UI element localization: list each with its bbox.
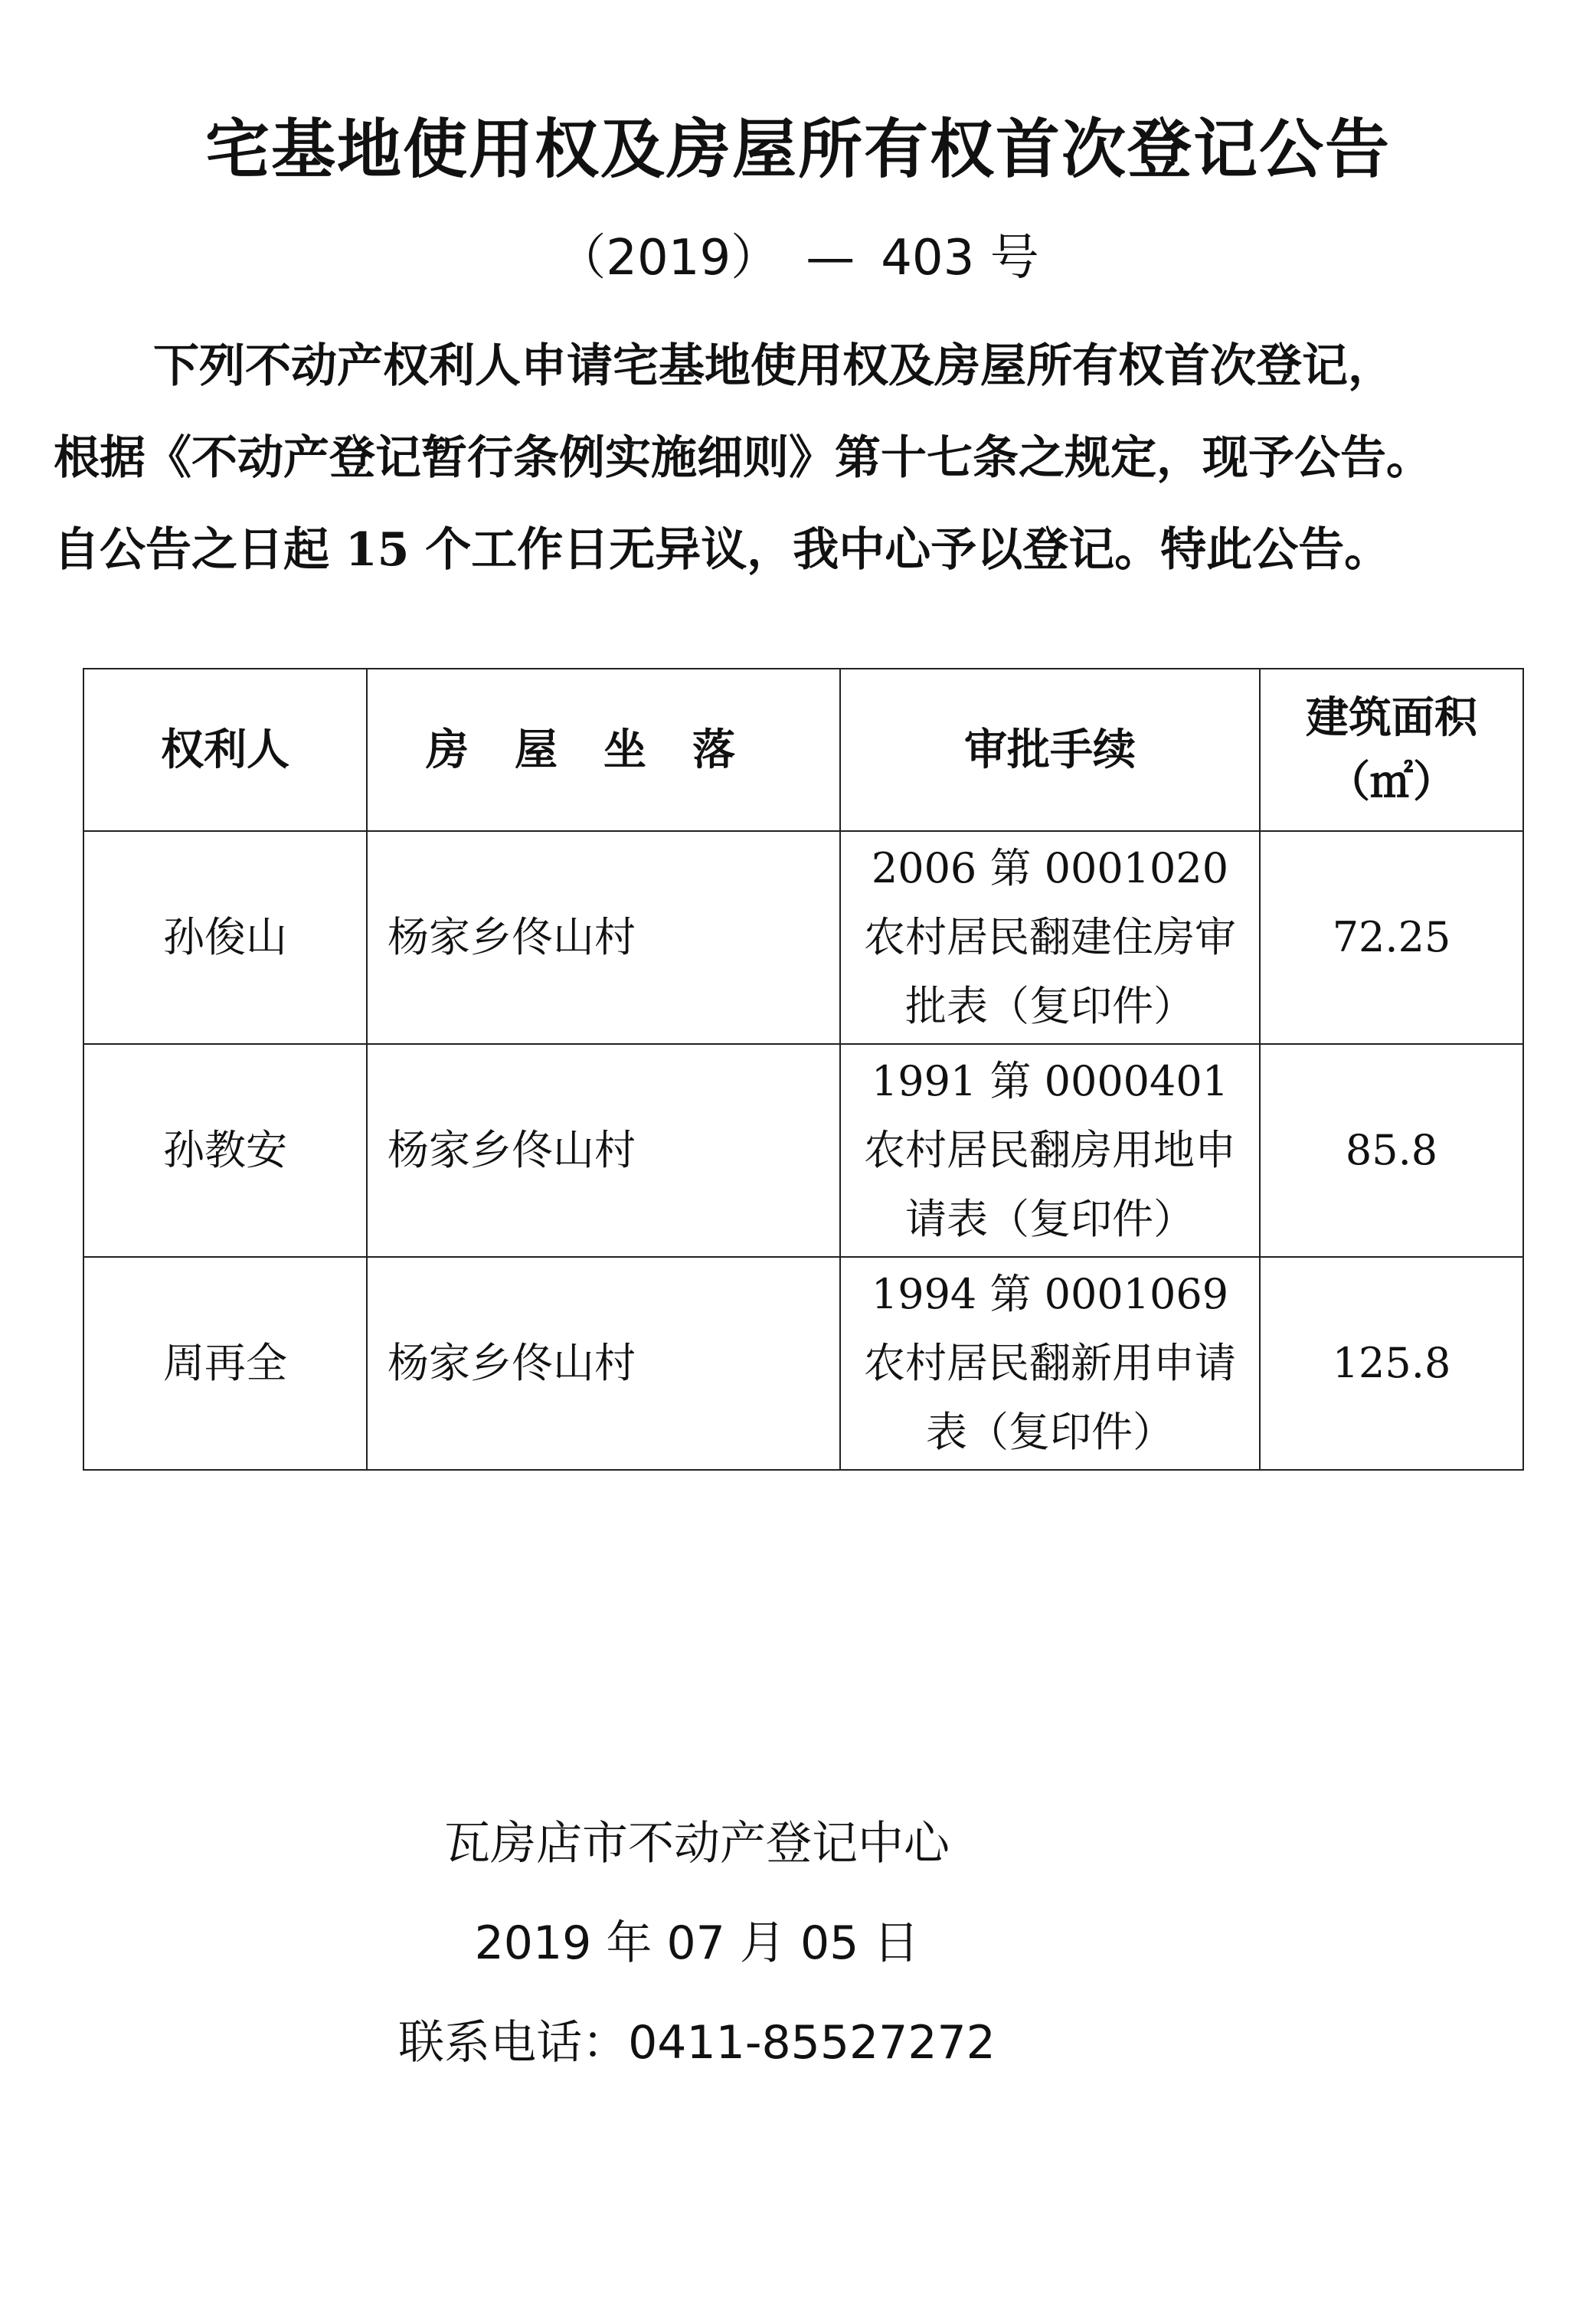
- cell-location: 杨家乡佟山村: [367, 1044, 840, 1257]
- cell-owner: 孙俊山: [83, 831, 367, 1044]
- table-row: [83, 1257, 1523, 1470]
- cell-location: 杨家乡佟山村: [367, 831, 840, 1044]
- notice-body-line-3: 自公告之日起 15 个工作日无异议，我中心予以登记。特此公告。: [54, 523, 1391, 577]
- cell-area: 85.8: [1260, 1044, 1523, 1257]
- cell-owner: 周再全: [83, 1257, 367, 1470]
- header-owner: 权利人: [83, 669, 367, 831]
- table-row: [83, 1044, 1523, 1257]
- notice-body-line-2: 根据《不动产登记暂行条例实施细则》第十七条之规定，现予公告。: [54, 431, 1432, 485]
- notice-body-line-1: 下列不动产权利人申请宅基地使用权及房屋所有权首次登记，: [153, 339, 1394, 393]
- cell-approval: 2006 第 0001020 农村居民翻建住房审批表（复印件）: [840, 831, 1260, 1044]
- table-header-row: [83, 669, 1523, 831]
- cell-area: 72.25: [1260, 831, 1523, 1044]
- header-location-label: 房屋坐落: [426, 725, 781, 775]
- document-year: （2019）: [557, 230, 780, 286]
- issue-date: 2019 年 07 月 05 日: [474, 1916, 920, 1970]
- cell-location: 杨家乡佟山村: [367, 1257, 840, 1470]
- cell-owner: 孙教安: [83, 1044, 367, 1257]
- document-dash: —: [806, 230, 855, 286]
- issuer-name: 瓦房店市不动产登记中心: [444, 1817, 950, 1870]
- header-area: [1260, 669, 1523, 831]
- header-area-unit: （㎡）: [1327, 757, 1456, 807]
- header-area-label: 建筑面积: [1306, 692, 1477, 743]
- cell-approval: 1991 第 0000401 农村居民翻房用地申请表（复印件）: [840, 1044, 1260, 1257]
- contact-phone: 联系电话：0411-85527272: [398, 2016, 996, 2070]
- registration-table: [83, 668, 1524, 1471]
- header-location: [367, 669, 840, 831]
- document-serial: 403 号: [881, 230, 1039, 286]
- table-row: [83, 831, 1523, 1044]
- notice-title: 宅基地使用权及房屋所有权首次登记公告: [204, 112, 1391, 187]
- document-number: [0, 224, 1596, 293]
- cell-area: 125.8: [1260, 1257, 1523, 1470]
- header-approval: 审批手续: [840, 669, 1260, 831]
- cell-approval: 1994 第 0001069 农村居民翻新用申请表（复印件）: [840, 1257, 1260, 1470]
